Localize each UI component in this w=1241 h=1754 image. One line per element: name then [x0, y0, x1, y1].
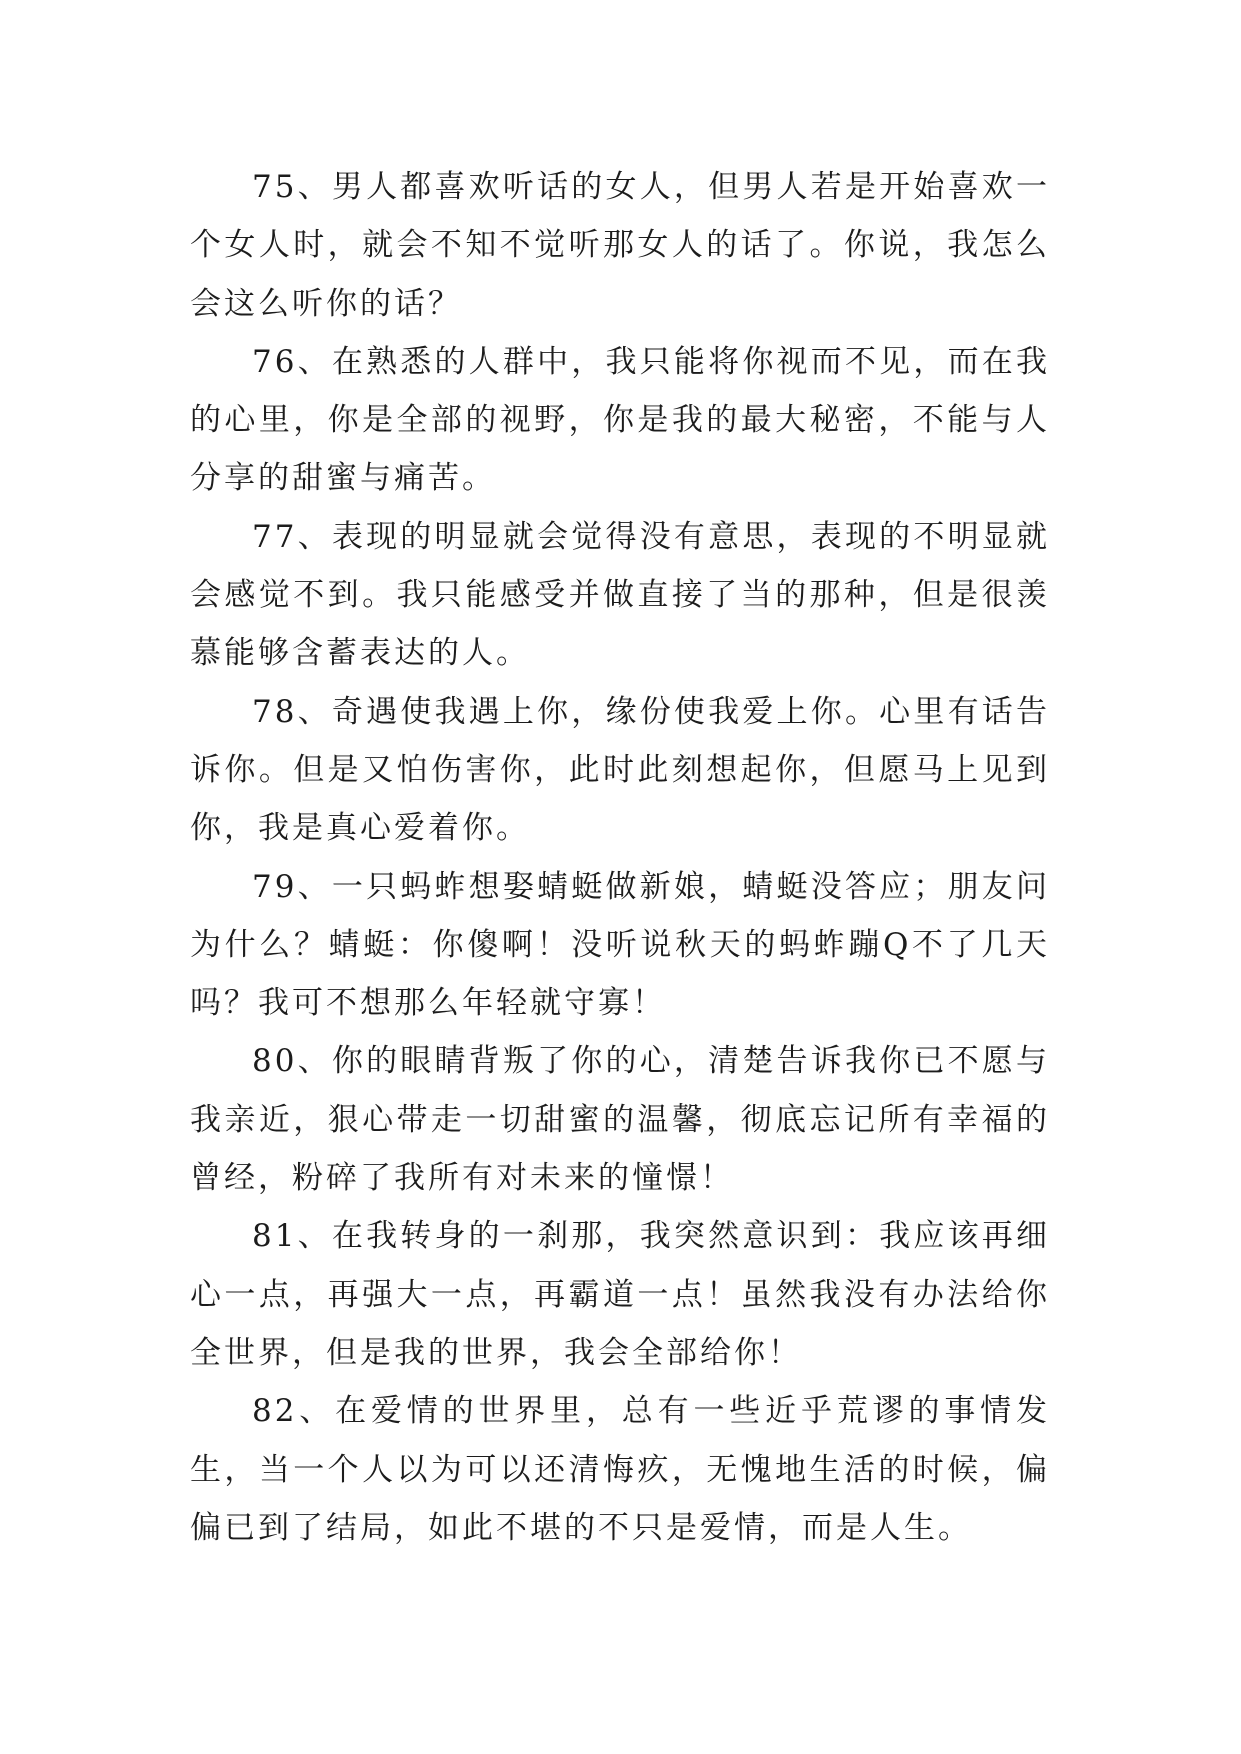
entry-75: 75、男人都喜欢听话的女人，但男人若是开始喜欢一个女人时，就会不知不觉听那女人的话了。你说，我怎么会这么听你的话？ — [190, 169, 1050, 322]
entry-78: 78、奇遇使我遇上你，缘份使我爱上你。心里有话告诉你。但是又怕伤害你，此时此刻想起你，但愿马上见到你，我是真心爱着你。 — [190, 693, 1050, 847]
entry-79: 79、一只蚂蚱想娶蜻蜓做新娘，蜻蜓没答应；朋友问为什么？蜻蜓：你傻啊！没听说秋天的蚂蚱蹦Q不了几天吗？我可不想那么年轻就守寡！ — [190, 868, 1050, 1022]
entry-76: 76、在熟悉的人群中，我只能将你视而不见，而在我的心里，你是全部的视野，你是我的最大秘密，不能与人分享的甜蜜与痛苦。 — [190, 343, 1050, 497]
entry-82: 82、在爱情的世界里，总有一些近乎荒谬的事情发生，当一个人以为可以还清悔疚，无愧地生活的时候，偏偏已到了结局，如此不堪的不只是爱情，而是人生。 — [190, 1393, 1050, 1546]
entry-77: 77、表现的明显就会觉得没有意思，表现的不明显就会感觉不到。我只能感受并做直接了当的那种，但是很羡慕能够含蓄表达的人。 — [190, 518, 1050, 672]
document-body — [190, 158, 1050, 1557]
entry-81: 81、在我转身的一刹那，我突然意识到：我应该再细心一点，再强大一点，再霸道一点！虽然我没有办法给你全世界，但是我的世界，我会全部给你！ — [190, 1218, 1050, 1371]
entry-80: 80、你的眼睛背叛了你的心，清楚告诉我你已不愿与我亲近，狠心带走一切甜蜜的温馨，彻底忘记所有幸福的曾经，粉碎了我所有对未来的憧憬！ — [190, 1043, 1050, 1197]
